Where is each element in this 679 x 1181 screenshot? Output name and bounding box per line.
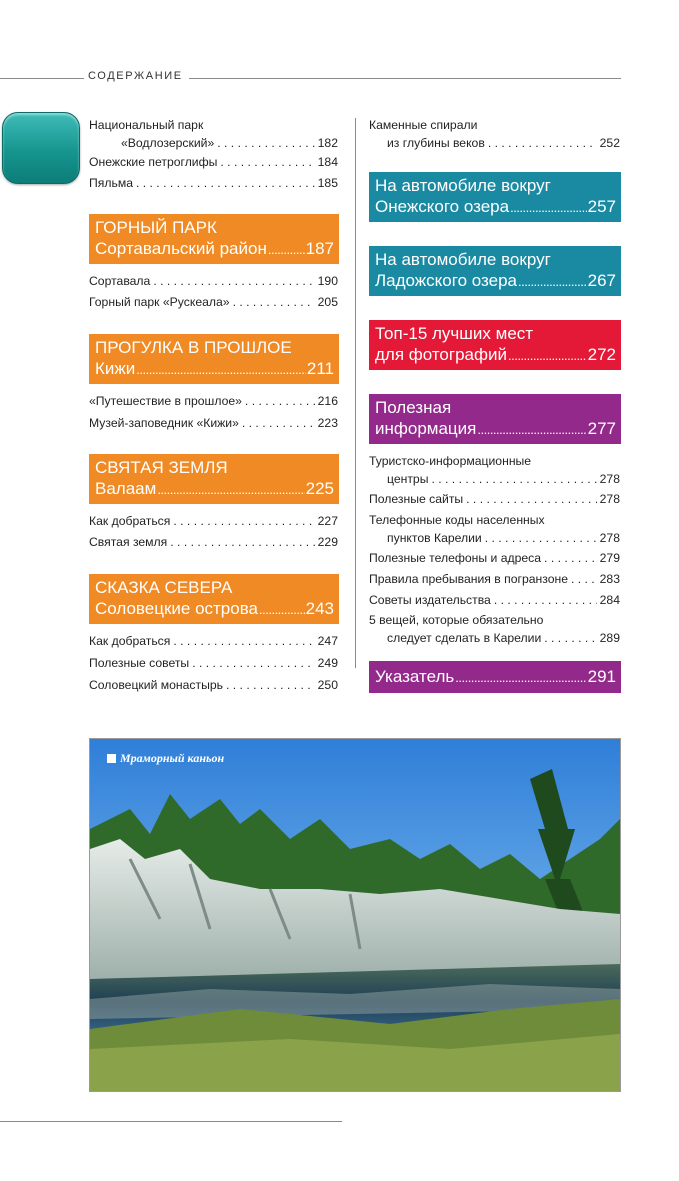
toc-entry-line1: Туристско-информационные xyxy=(369,454,532,468)
toc-entry-vodlozersky[interactable] xyxy=(89,116,338,152)
section-subtitle: для фотографий xyxy=(375,345,507,364)
toc-entry-page: 190 xyxy=(317,274,338,288)
toc-entry-holy-land[interactable] xyxy=(89,533,338,551)
toc-entry-page: 278 xyxy=(599,492,620,506)
toc-entry-sortavala[interactable] xyxy=(89,272,338,290)
toc-entry-page: 284 xyxy=(599,593,620,607)
toc-entry-page: 182 xyxy=(317,136,338,150)
toc-entry-page: 247 xyxy=(317,634,338,648)
toc-entry-label: Правила пребывания в погранзоне xyxy=(369,572,568,586)
section-title: СВЯТАЯ ЗЕМЛЯ xyxy=(95,458,228,477)
toc-entry-page: 227 xyxy=(317,514,338,528)
section-page: 225 xyxy=(305,479,334,498)
toc-entry-solovki-getting-there[interactable] xyxy=(89,632,338,650)
toc-entry-tourist-centers[interactable] xyxy=(369,452,620,488)
toc-entry-stone-spirals[interactable] xyxy=(369,116,620,152)
toc-entry-page: 249 xyxy=(317,656,338,670)
toc-entry-page: 250 xyxy=(317,678,338,692)
section-block-kizhi[interactable] xyxy=(89,334,339,384)
section-page: 243 xyxy=(305,599,334,618)
section-block-valaam[interactable] xyxy=(89,454,339,504)
toc-entry-page: 278 xyxy=(599,472,620,486)
toc-entry-label: Советы издательства xyxy=(369,593,491,607)
toc-entry-line1: Телефонные коды населенных xyxy=(369,513,545,527)
toc-entry-label: Святая земля xyxy=(89,535,168,549)
section-subtitle: Ладожского озера xyxy=(375,271,517,290)
toc-entry-useful-phones[interactable] xyxy=(369,549,620,567)
toc-entry-valaam-getting-there[interactable] xyxy=(89,512,338,530)
section-subtitle: Онежского озера xyxy=(375,197,510,216)
photo-marble-canyon xyxy=(89,738,621,1092)
toc-entry-petroglyphs[interactable] xyxy=(89,153,338,171)
toc-entry-line1: Каменные спирали xyxy=(369,118,478,132)
bottom-rule xyxy=(0,1121,342,1122)
toc-entry-label: Горный парк «Рускеала» xyxy=(89,295,230,309)
toc-entry-journey-past[interactable] xyxy=(89,392,338,410)
toc-entry-label: Соловецкий монастырь xyxy=(89,678,223,692)
toc-entry-solovetsky-monastery[interactable] xyxy=(89,676,338,694)
section-block-top15-photo[interactable] xyxy=(369,320,621,370)
section-title: Полезная xyxy=(375,398,452,417)
toc-entry-line1: 5 вещей, которые обязательно xyxy=(369,613,544,627)
toc-entry-page: 289 xyxy=(599,631,620,645)
toc-entry-page: 205 xyxy=(317,295,338,309)
toc-entry-pyalma[interactable] xyxy=(89,174,338,192)
section-block-ladoga-drive[interactable] xyxy=(369,246,621,296)
section-subtitle: Соловецкие острова xyxy=(95,599,259,618)
section-subtitle: информация xyxy=(375,419,477,438)
toc-entry-useful-sites[interactable] xyxy=(369,490,620,508)
header-rule-left xyxy=(0,78,84,79)
toc-entry-page: 279 xyxy=(599,551,620,565)
section-title: ПРОГУЛКА В ПРОШЛОЕ xyxy=(95,338,292,357)
toc-entry-useful-tips[interactable] xyxy=(89,654,338,672)
caption-text: Мраморный каньон xyxy=(120,751,225,765)
toc-entry-page: 216 xyxy=(317,394,338,408)
toc-entry-page: 252 xyxy=(599,136,620,150)
section-subtitle: Кижи xyxy=(95,359,136,378)
toc-entry-phone-codes[interactable] xyxy=(369,511,620,547)
section-title: ГОРНЫЙ ПАРК xyxy=(95,218,217,237)
toc-entry-kizhi-museum[interactable] xyxy=(89,414,338,432)
section-subtitle: Валаам xyxy=(95,479,157,498)
page-title: СОДЕРЖАНИЕ xyxy=(88,70,183,82)
section-block-mountain-park[interactable] xyxy=(89,214,339,264)
column-divider xyxy=(355,118,356,668)
toc-entry-line2: центры xyxy=(387,472,429,486)
toc-entry-five-things[interactable] xyxy=(369,611,620,647)
toc-entry-label: Как добраться xyxy=(89,634,171,648)
section-block-index[interactable] xyxy=(369,661,621,693)
toc-entry-page: 278 xyxy=(599,531,620,545)
section-page: 257 xyxy=(587,197,616,216)
section-title: На автомобиле вокруг xyxy=(375,250,551,269)
toc-entry-page: 223 xyxy=(317,416,338,430)
toc-entry-page: 229 xyxy=(317,535,338,549)
section-title: Указатель xyxy=(375,667,455,686)
header-rule-right xyxy=(189,78,621,79)
section-page: 187 xyxy=(305,239,334,258)
marble-canyon-illustration xyxy=(90,739,620,1091)
section-subtitle: Сортавальский район xyxy=(95,239,267,258)
toc-entry-border-zone[interactable] xyxy=(369,570,620,588)
toc-entry-label: Пяльма xyxy=(89,176,133,190)
toc-entry-label: Полезные сайты xyxy=(369,492,464,506)
toc-entry-page: 185 xyxy=(317,176,338,190)
toc-entry-page: 184 xyxy=(317,155,338,169)
toc-entry-label: Как добраться xyxy=(89,514,171,528)
section-page: 277 xyxy=(587,419,616,438)
toc-entry-label: Музей-заповедник «Кижи» xyxy=(89,416,239,430)
section-page: 291 xyxy=(587,667,616,686)
toc-entry-line2: из глубины веков xyxy=(387,136,485,150)
toc-entry-label: Полезные телефоны и адреса xyxy=(369,551,542,565)
toc-entry-label: «Путешествие в прошлое» xyxy=(89,394,242,408)
section-title: СКАЗКА СЕВЕРА xyxy=(95,578,233,597)
toc-entry-label: Сортавала xyxy=(89,274,151,288)
toc-entry-ruskeala[interactable] xyxy=(89,293,338,311)
section-block-useful-info[interactable] xyxy=(369,394,621,444)
photo-caption xyxy=(107,751,224,766)
toc-entry-publisher-tips[interactable] xyxy=(369,591,620,609)
toc-entry-line1: Национальный парк xyxy=(89,118,204,132)
caption-square-icon xyxy=(107,754,116,763)
toc-entry-line2: пунктов Карелии xyxy=(387,531,482,545)
section-block-onega-drive[interactable] xyxy=(369,172,621,222)
section-title: Топ-15 лучших мест xyxy=(375,324,534,343)
toc-entry-label: Полезные советы xyxy=(89,656,190,670)
section-page: 267 xyxy=(587,271,616,290)
section-page: 211 xyxy=(306,359,334,378)
toc-entry-page: 283 xyxy=(599,572,620,586)
toc-entry-line2: «Водлозерский» xyxy=(121,136,215,150)
section-title: На автомобиле вокруг xyxy=(375,176,551,195)
toc-entry-label: Онежские петроглифы xyxy=(89,155,218,169)
section-page: 272 xyxy=(587,345,616,364)
section-block-solovki[interactable] xyxy=(89,574,339,624)
chapter-tab-marker xyxy=(2,112,80,184)
toc-entry-line2: следует сделать в Карелии xyxy=(387,631,542,645)
